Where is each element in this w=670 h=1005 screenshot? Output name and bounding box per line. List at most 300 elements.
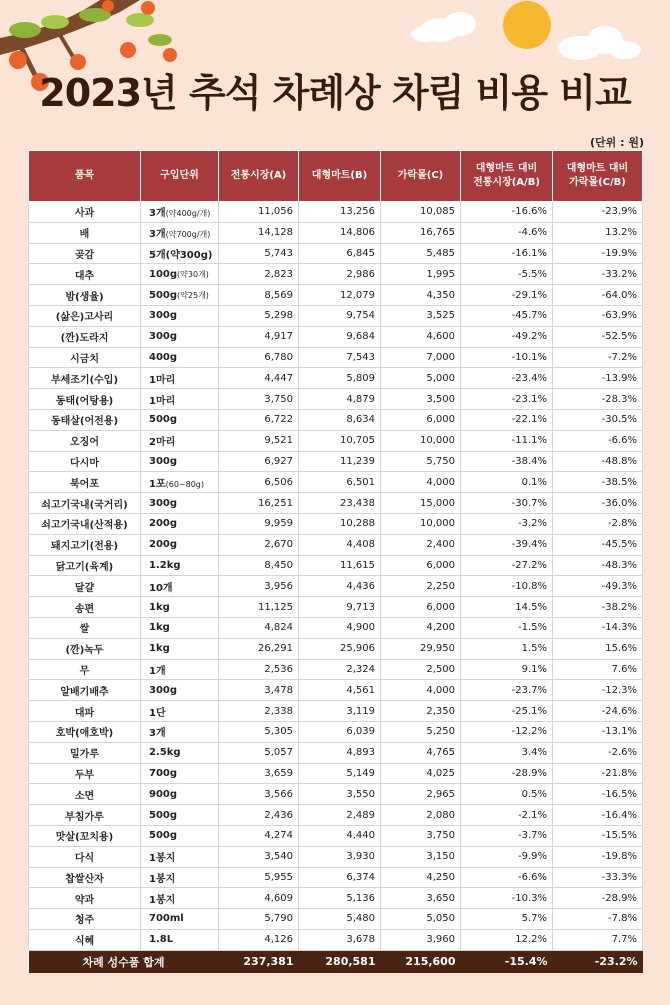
table-row [29,534,643,555]
table-row [29,472,643,493]
table-row [29,701,643,722]
garak-mall-price-cell: 2,400 [381,534,461,555]
market-vs-mart-ratio-cell: -16.6% [461,202,553,223]
purchase-unit-cell [141,805,219,826]
large-mart-price-cell: 10,288 [299,513,381,534]
large-mart-price-cell: 11,239 [299,451,381,472]
traditional-market-price-cell: 2,823 [219,264,299,285]
large-mart-price-cell: 4,900 [299,617,381,638]
purchase-unit: 1봉지 [149,873,176,885]
garak-vs-mart-ratio-cell: -16.5% [553,784,643,805]
table-row [29,846,643,867]
market-vs-mart-ratio-cell: -6.6% [461,867,553,888]
market-vs-mart-ratio-cell: -39.4% [461,534,553,555]
large-mart-price-cell: 6,845 [299,243,381,264]
garak-vs-mart-ratio-cell: -12.3% [553,680,643,701]
item-name-cell: 호박(애호박) [29,721,141,742]
item-name-cell: (깐)녹두 [29,638,141,659]
large-mart-price-cell: 9,713 [299,597,381,618]
market-vs-mart-ratio-cell: -45.7% [461,305,553,326]
purchase-unit-cell [141,846,219,867]
garak-vs-mart-ratio-cell: -45.5% [553,534,643,555]
item-name-cell: 대파 [29,701,141,722]
item-name-cell: 시금치 [29,347,141,368]
purchase-unit-cell [141,721,219,742]
purchase-unit-cell [141,867,219,888]
purchase-unit: 1마리 [149,395,176,407]
garak-mall-price-cell: 10,000 [381,513,461,534]
traditional-market-price-cell: 4,609 [219,888,299,909]
table-header-row [29,151,643,202]
market-vs-mart-ratio-cell: 0.5% [461,784,553,805]
traditional-market-price-cell: 5,743 [219,243,299,264]
garak-vs-mart-ratio-cell: -2.6% [553,742,643,763]
garak-mall-price-cell: 6,000 [381,597,461,618]
traditional-market-price-cell: 6,722 [219,409,299,430]
purchase-unit: 400g [149,351,178,363]
traditional-market-price-cell: 2,338 [219,701,299,722]
garak-mall-price-cell: 2,500 [381,659,461,680]
market-vs-mart-ratio-cell: -23.1% [461,389,553,410]
purchase-unit-note: (60~80g) [165,479,205,489]
table-row [29,451,643,472]
garak-vs-mart-ratio-cell: -23.9% [553,202,643,223]
purchase-unit-cell [141,264,219,285]
purchase-unit-cell [141,347,219,368]
market-vs-mart-ratio-cell: -12.2% [461,721,553,742]
purchase-unit-cell [141,368,219,389]
traditional-market-price-cell: 3,659 [219,763,299,784]
item-name-cell: 부세조기(수입) [29,368,141,389]
purchase-unit-cell [141,701,219,722]
purchase-unit-cell [141,763,219,784]
purchase-unit-cell [141,617,219,638]
item-name-cell: 달걀 [29,576,141,597]
garak-mall-price-cell: 3,500 [381,389,461,410]
traditional-market-price-cell: 4,824 [219,617,299,638]
garak-vs-mart-ratio-cell: -19.9% [553,243,643,264]
garak-mall-price-cell: 5,050 [381,909,461,930]
table-row [29,555,643,576]
item-name-cell: 오징어 [29,430,141,451]
purchase-unit: 900g [149,788,178,800]
market-vs-mart-ratio-cell: 3.4% [461,742,553,763]
market-vs-mart-ratio-cell: -27.2% [461,555,553,576]
purchase-unit: 1봉지 [149,853,176,865]
market-vs-mart-ratio-cell: 14.5% [461,597,553,618]
garak-vs-mart-ratio-cell: -19.8% [553,846,643,867]
garak-mall-price-cell: 15,000 [381,493,461,514]
garak-vs-mart-ratio-cell: -16.4% [553,805,643,826]
item-name-cell: 두부 [29,763,141,784]
table-row [29,243,643,264]
large-mart-price-cell: 7,543 [299,347,381,368]
purchase-unit: 1마리 [149,374,176,386]
garak-mall-price-cell: 4,250 [381,867,461,888]
purchase-unit: 700g [149,767,178,779]
table-row [29,888,643,909]
market-vs-mart-ratio-cell: -30.7% [461,493,553,514]
market-vs-mart-ratio-cell: -28.9% [461,763,553,784]
market-vs-mart-ratio-cell: -10.3% [461,888,553,909]
purchase-unit-note: (약30개) [177,269,209,279]
garak-vs-mart-ratio-cell: -6.6% [553,430,643,451]
purchase-unit-cell [141,576,219,597]
garak-mall-price-cell: 4,000 [381,680,461,701]
purchase-unit: 100g [149,268,178,280]
large-mart-price-cell: 2,986 [299,264,381,285]
item-name-cell: 대추 [29,264,141,285]
large-mart-price-cell: 9,754 [299,305,381,326]
large-mart-price-cell: 3,930 [299,846,381,867]
table-row [29,368,643,389]
garak-vs-mart-ratio-cell: -13.9% [553,368,643,389]
table-row [29,638,643,659]
traditional-market-price-cell: 5,298 [219,305,299,326]
table-row [29,867,643,888]
market-vs-mart-ratio-cell: 12.2% [461,929,553,950]
item-name-cell: 쇠고기국내(국거리) [29,493,141,514]
market-vs-mart-ratio-cell: -22.1% [461,409,553,430]
market-vs-mart-ratio-cell: 0.1% [461,472,553,493]
large-mart-price-cell: 8,634 [299,409,381,430]
table-row [29,576,643,597]
market-vs-mart-ratio-cell: -5.5% [461,264,553,285]
market-vs-mart-ratio-cell: -4.6% [461,222,553,243]
table-row [29,222,643,243]
garak-vs-mart-ratio-cell: -7.8% [553,909,643,930]
purchase-unit: 2마리 [149,437,176,449]
garak-mall-price-cell: 2,080 [381,805,461,826]
garak-mall-price-cell: 2,250 [381,576,461,597]
item-name-cell: 밀가루 [29,742,141,763]
traditional-market-price-cell: 14,128 [219,222,299,243]
garak-mall-price-cell: 16,765 [381,222,461,243]
traditional-market-price-cell: 8,450 [219,555,299,576]
market-vs-mart-ratio-cell: 5.7% [461,909,553,930]
total-cell: 237,381 [219,950,299,973]
page-title: 2023년 추석 차례상 차림 비용 비교 [39,71,631,115]
table-row [29,929,643,950]
garak-mall-price-cell: 4,765 [381,742,461,763]
item-name-cell: 밤(생율) [29,285,141,306]
purchase-unit: 3개 [149,728,166,740]
traditional-market-price-cell: 5,057 [219,742,299,763]
item-name-cell: 부침가루 [29,805,141,826]
purchase-unit: 1봉지 [149,894,176,906]
large-mart-price-cell: 11,615 [299,555,381,576]
large-mart-price-cell: 4,893 [299,742,381,763]
garak-vs-mart-ratio-cell: -24.6% [553,701,643,722]
purchase-unit-cell [141,909,219,930]
market-vs-mart-ratio-cell: -38.4% [461,451,553,472]
purchase-unit-cell [141,285,219,306]
total-label: 차례 성수품 합계 [29,950,219,973]
table-row [29,742,643,763]
item-name-cell: 소면 [29,784,141,805]
garak-vs-mart-ratio-cell: 15.6% [553,638,643,659]
table-row [29,805,643,826]
market-vs-mart-ratio-cell: -9.9% [461,846,553,867]
large-mart-price-cell: 3,119 [299,701,381,722]
large-mart-price-cell: 2,324 [299,659,381,680]
item-name-cell: 무 [29,659,141,680]
total-cell: -15.4% [461,950,553,973]
column-header: 구입단위 [141,151,219,202]
purchase-unit: 500g [149,830,178,842]
large-mart-price-cell: 23,438 [299,493,381,514]
table-row [29,617,643,638]
purchase-unit-cell [141,534,219,555]
purchase-unit: 1.8L [149,934,174,946]
traditional-market-price-cell: 16,251 [219,493,299,514]
garak-mall-price-cell: 3,650 [381,888,461,909]
traditional-market-price-cell: 9,959 [219,513,299,534]
large-mart-price-cell: 6,039 [299,721,381,742]
purchase-unit: 1.2kg [149,559,181,571]
total-cell: 215,600 [381,950,461,973]
garak-vs-mart-ratio-cell: -21.8% [553,763,643,784]
purchase-unit: 300g [149,331,178,343]
purchase-unit-cell [141,825,219,846]
table-row [29,305,643,326]
item-name-cell: 맛살(꼬치용) [29,825,141,846]
purchase-unit: 500g [149,414,178,426]
purchase-unit-cell [141,680,219,701]
garak-mall-price-cell: 2,965 [381,784,461,805]
garak-mall-price-cell: 29,950 [381,638,461,659]
total-cell: 280,581 [299,950,381,973]
item-name-cell: 곶감 [29,243,141,264]
market-vs-mart-ratio-cell: -23.4% [461,368,553,389]
large-mart-price-cell: 6,501 [299,472,381,493]
table-row [29,721,643,742]
total-row [29,950,643,973]
garak-vs-mart-ratio-cell: 7.6% [553,659,643,680]
market-vs-mart-ratio-cell: -3.7% [461,825,553,846]
garak-vs-mart-ratio-cell: -28.3% [553,389,643,410]
purchase-unit: 500g [149,289,178,301]
large-mart-price-cell: 5,809 [299,368,381,389]
item-name-cell: 다시마 [29,451,141,472]
garak-mall-price-cell: 7,000 [381,347,461,368]
item-name-cell: 다식 [29,846,141,867]
column-header: 품목 [29,151,141,202]
garak-vs-mart-ratio-cell: -48.3% [553,555,643,576]
table-row [29,784,643,805]
table-row [29,347,643,368]
large-mart-price-cell: 14,806 [299,222,381,243]
purchase-unit-cell [141,409,219,430]
item-name-cell: (삶은)고사리 [29,305,141,326]
garak-mall-price-cell: 1,995 [381,264,461,285]
purchase-unit: 1포 [149,478,166,490]
purchase-unit: 1kg [149,622,170,634]
column-header: 가락몰(C) [381,151,461,202]
purchase-unit: 200g [149,539,178,551]
table-row [29,493,643,514]
purchase-unit-cell [141,742,219,763]
traditional-market-price-cell: 9,521 [219,430,299,451]
purchase-unit-cell [141,202,219,223]
sun-illustration [503,1,551,49]
traditional-market-price-cell: 5,305 [219,721,299,742]
large-mart-price-cell: 4,436 [299,576,381,597]
garak-mall-price-cell: 10,000 [381,430,461,451]
traditional-market-price-cell: 11,056 [219,202,299,223]
purchase-unit-cell [141,638,219,659]
garak-mall-price-cell: 4,600 [381,326,461,347]
purchase-unit: 3개 [149,208,166,220]
table-row [29,513,643,534]
purchase-unit-cell [141,597,219,618]
market-vs-mart-ratio-cell: -10.1% [461,347,553,368]
market-vs-mart-ratio-cell: -10.8% [461,576,553,597]
table-row [29,680,643,701]
garak-vs-mart-ratio-cell: -33.2% [553,264,643,285]
purchase-unit: 700ml [149,913,184,925]
market-vs-mart-ratio-cell: -11.1% [461,430,553,451]
item-name-cell: 청주 [29,909,141,930]
table-row [29,389,643,410]
purchase-unit-cell [141,326,219,347]
large-mart-price-cell: 3,678 [299,929,381,950]
table-row [29,659,643,680]
market-vs-mart-ratio-cell: -2.1% [461,805,553,826]
garak-mall-price-cell: 4,350 [381,285,461,306]
purchase-unit: 200g [149,518,178,530]
purchase-unit: 300g [149,497,178,509]
table-row [29,825,643,846]
traditional-market-price-cell: 3,540 [219,846,299,867]
purchase-unit-cell [141,222,219,243]
table-row [29,264,643,285]
large-mart-price-cell: 12,079 [299,285,381,306]
column-header: 대형마트 대비 가락몰(C/B) [553,151,643,202]
traditional-market-price-cell: 4,126 [219,929,299,950]
garak-vs-mart-ratio-cell: -64.0% [553,285,643,306]
large-mart-price-cell: 2,489 [299,805,381,826]
large-mart-price-cell: 5,149 [299,763,381,784]
large-mart-price-cell: 9,684 [299,326,381,347]
purchase-unit-cell [141,929,219,950]
item-name-cell: 송편 [29,597,141,618]
purchase-unit: 10개 [149,582,173,594]
garak-vs-mart-ratio-cell: -52.5% [553,326,643,347]
item-name-cell: 약과 [29,888,141,909]
large-mart-price-cell: 6,374 [299,867,381,888]
garak-vs-mart-ratio-cell: -48.8% [553,451,643,472]
table-row [29,763,643,784]
purchase-unit: 1단 [149,707,166,719]
item-name-cell: 북어포 [29,472,141,493]
garak-mall-price-cell: 3,525 [381,305,461,326]
traditional-market-price-cell: 4,447 [219,368,299,389]
purchase-unit-cell [141,888,219,909]
item-name-cell: 쇠고기국내(산적용) [29,513,141,534]
market-vs-mart-ratio-cell: -25.1% [461,701,553,722]
item-name-cell: 동태살(어전용) [29,409,141,430]
unit-note: (단위 : 원) [590,136,644,149]
garak-vs-mart-ratio-cell: -15.5% [553,825,643,846]
market-vs-mart-ratio-cell: -49.2% [461,326,553,347]
garak-vs-mart-ratio-cell: -38.5% [553,472,643,493]
traditional-market-price-cell: 2,536 [219,659,299,680]
garak-vs-mart-ratio-cell: -28.9% [553,888,643,909]
table-row [29,430,643,451]
garak-mall-price-cell: 4,000 [381,472,461,493]
traditional-market-price-cell: 3,750 [219,389,299,410]
purchase-unit: 300g [149,684,178,696]
large-mart-price-cell: 4,408 [299,534,381,555]
large-mart-price-cell: 3,550 [299,784,381,805]
purchase-unit-cell [141,493,219,514]
purchase-unit-cell [141,659,219,680]
garak-vs-mart-ratio-cell: -36.0% [553,493,643,514]
garak-mall-price-cell: 5,485 [381,243,461,264]
total-cell: -23.2% [553,950,643,973]
garak-mall-price-cell: 6,000 [381,409,461,430]
large-mart-price-cell: 5,480 [299,909,381,930]
item-name-cell: 돼지고기(전용) [29,534,141,555]
table-row [29,597,643,618]
garak-vs-mart-ratio-cell: -7.2% [553,347,643,368]
large-mart-price-cell: 13,256 [299,202,381,223]
purchase-unit-cell [141,305,219,326]
purchase-unit-cell [141,784,219,805]
traditional-market-price-cell: 3,566 [219,784,299,805]
purchase-unit: 500g [149,809,178,821]
table-row [29,326,643,347]
garak-mall-price-cell: 4,025 [381,763,461,784]
column-header: 대형마트(B) [299,151,381,202]
item-name-cell: 찹쌀산자 [29,867,141,888]
traditional-market-price-cell: 26,291 [219,638,299,659]
item-name-cell: (깐)도라지 [29,326,141,347]
large-mart-price-cell: 5,136 [299,888,381,909]
purchase-unit-cell [141,472,219,493]
garak-mall-price-cell: 4,200 [381,617,461,638]
purchase-unit-cell [141,451,219,472]
large-mart-price-cell: 10,705 [299,430,381,451]
garak-mall-price-cell: 5,750 [381,451,461,472]
market-vs-mart-ratio-cell: -23.7% [461,680,553,701]
item-name-cell: 동태(어탕용) [29,389,141,410]
market-vs-mart-ratio-cell: 9.1% [461,659,553,680]
purchase-unit-note: (약25개) [177,290,209,300]
market-vs-mart-ratio-cell: 1.5% [461,638,553,659]
traditional-market-price-cell: 2,670 [219,534,299,555]
garak-vs-mart-ratio-cell: -2.8% [553,513,643,534]
purchase-unit-cell [141,243,219,264]
traditional-market-price-cell: 6,506 [219,472,299,493]
traditional-market-price-cell: 5,955 [219,867,299,888]
purchase-unit-cell [141,513,219,534]
purchase-unit-cell [141,389,219,410]
garak-vs-mart-ratio-cell: -49.3% [553,576,643,597]
garak-vs-mart-ratio-cell: -30.5% [553,409,643,430]
purchase-unit-cell [141,555,219,576]
purchase-unit: 300g [149,455,178,467]
large-mart-price-cell: 25,906 [299,638,381,659]
large-mart-price-cell: 4,561 [299,680,381,701]
garak-vs-mart-ratio-cell: -63.9% [553,305,643,326]
large-mart-price-cell: 4,440 [299,825,381,846]
garak-vs-mart-ratio-cell: -14.3% [553,617,643,638]
table-row [29,409,643,430]
table-row [29,909,643,930]
item-name-cell: 사과 [29,202,141,223]
